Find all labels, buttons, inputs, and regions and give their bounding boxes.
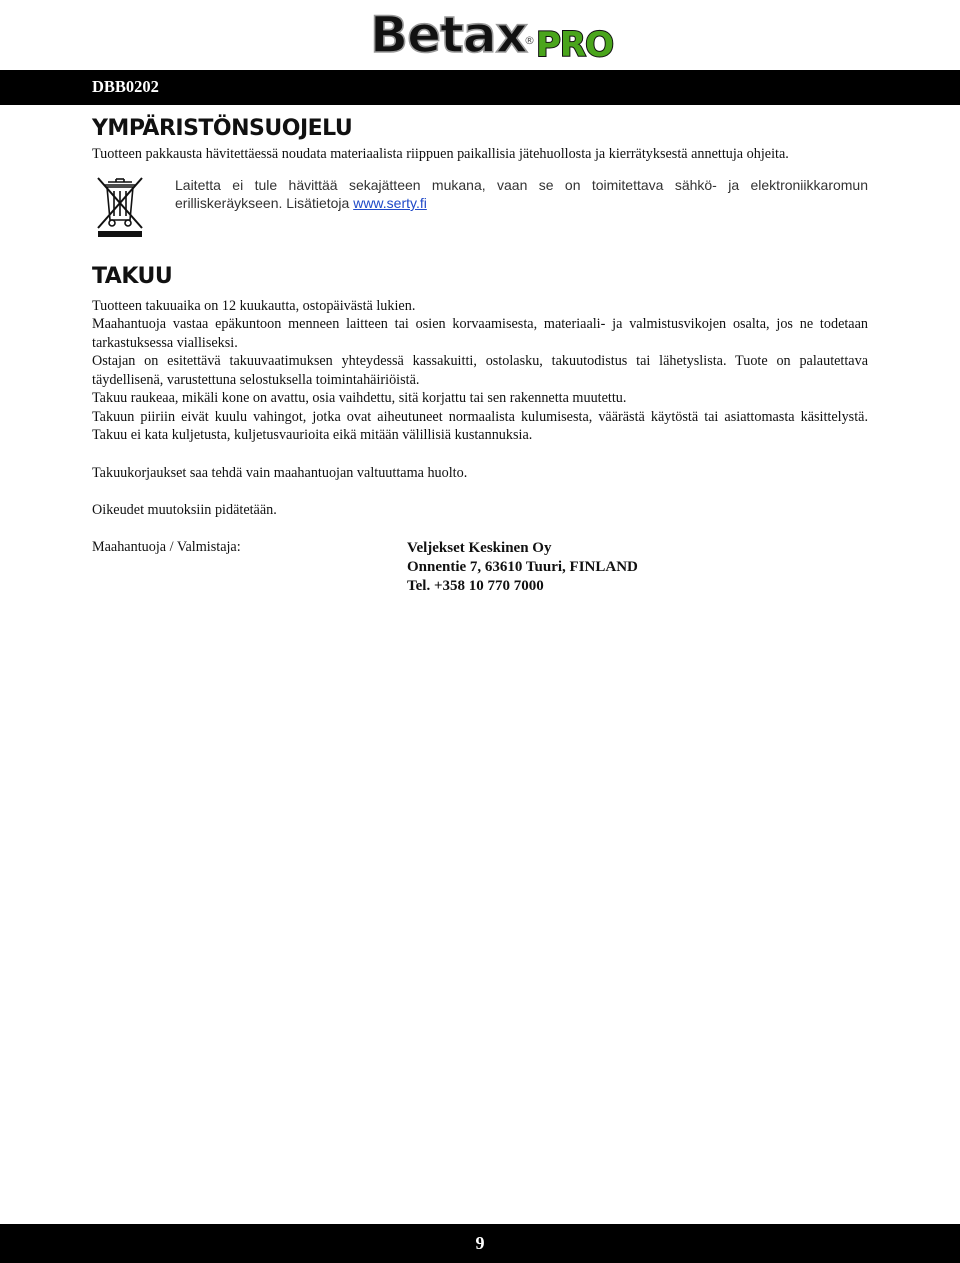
footer-bar bbox=[0, 1224, 960, 1263]
weee-text bbox=[175, 176, 868, 238]
page-number: 9 bbox=[475, 1233, 485, 1253]
rights-note: Oikeudet muutoksiin pidätetään. bbox=[92, 502, 277, 518]
warranty-paragraph: Takuu raukeaa, mikäli kone on avattu, osia vaihdettu, sitä korjattu tai sen rakennetta muutettu. bbox=[92, 390, 627, 406]
header-bar bbox=[0, 70, 960, 105]
warranty-title: TAKUU bbox=[92, 263, 173, 289]
betax-pro-logo bbox=[368, 2, 620, 62]
logo-registered-mark: ® bbox=[524, 34, 535, 47]
warranty-paragraph: Maahantuoja vastaa epäkuntoon menneen laitteen tai osien korvaamisesta, materiaali- ja valmistusvikojen osalta, jos ne todetaan tarkastuksessa vialliseksi. bbox=[92, 316, 868, 351]
model-code: DBB0202 bbox=[92, 77, 159, 96]
importer-phone: Tel. +358 10 770 7000 bbox=[407, 577, 544, 594]
warranty-paragraph: Tuotteen takuuaika on 12 kuukautta, ostopäivästä lukien. bbox=[92, 297, 416, 314]
environment-title: YMPÄRISTÖNSUOJELU bbox=[92, 116, 353, 141]
importer-name: Veljekset Keskinen Oy bbox=[407, 539, 552, 556]
warranty-paragraph: Takuun piiriin eivät kuulu vahingot, jotka ovat aiheutuneet normaalista kulumisesta, väärästä käytöstä tai asiattomasta käsittelystä. Takuu ei kata kuljetusta, kuljetusvaurioita eikä mitään välillisiä kustannuksia. bbox=[92, 408, 868, 443]
crossed-out-wheelie-bin-icon bbox=[94, 176, 146, 238]
importer-label: Maahantuoja / Valmistaja: bbox=[92, 538, 241, 555]
importer-block bbox=[92, 539, 868, 596]
environment-intro: Tuotteen pakkausta hävitettäessä noudata materiaalista riippuen paikallisia jätehuollosta ja kierrätyksestä annettuja ohjeita. bbox=[92, 146, 789, 162]
weee-description: Laitetta ei tule hävittää sekajätteen mukana, vaan se on toimitettava sähkö- ja elektroniikkaromun erilliskeräykseen. Lisätietoja bbox=[175, 176, 868, 211]
repairs-note: Takuukorjaukset saa tehdä vain maahantuojan valtuuttama huolto. bbox=[92, 464, 468, 481]
warranty-paragraph: Ostajan on esitettävä takuuvaatimuksen yhteydessä kassakuitti, ostolasku, takuutodistus tai lähetyslista. Tuote on palautettava täydellisenä, varustettuna selostuksella toimintahäiriöistä. bbox=[92, 353, 868, 388]
importer-info bbox=[407, 539, 638, 596]
logo-text: Betax bbox=[370, 6, 527, 62]
weee-notice bbox=[92, 176, 868, 238]
importer-address: Onnentie 7, 63610 Tuuri, FINLAND bbox=[407, 558, 638, 575]
serty-link[interactable]: www.serty.fi bbox=[353, 195, 427, 211]
page-content bbox=[92, 116, 868, 596]
logo-pro-text: PRO bbox=[536, 25, 614, 62]
